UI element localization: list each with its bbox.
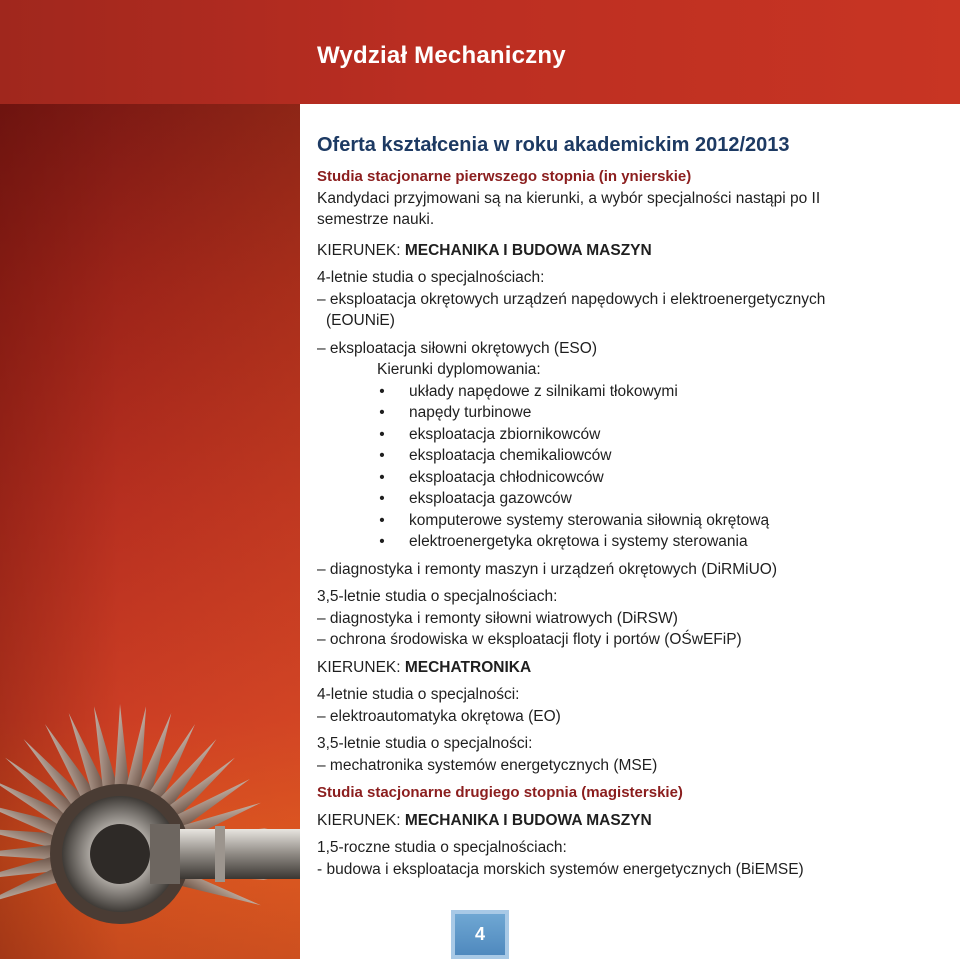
study-duration-label: 4-letnie studia o specjalności: — [317, 686, 520, 703]
second-degree-heading: Studia stacjonarne drugiego stopnia (magisterskie) — [317, 784, 683, 801]
kierunek-heading: KIERUNEK: MECHATRONIKA — [317, 658, 532, 676]
bullet-icon: • — [379, 425, 385, 443]
turbine-rotor-image — [0, 644, 300, 959]
study-duration-label: 4-letnie studia o specjalnościach: — [317, 269, 545, 286]
page-number: 4 — [451, 910, 509, 959]
specialty-item: – ochrona środowiska w eksploatacji floty i portów (OŚwEFiP) — [317, 631, 742, 648]
study-duration-label: 3,5-letnie studia o specjalności: — [317, 735, 533, 752]
kierunek-heading: KIERUNEK: MECHANIKA I BUDOWA MASZYN — [317, 241, 652, 259]
specialty-item: – eksploatacja okrętowych urządzeń napędowych i elektroenergetycznych — [317, 290, 826, 308]
diploma-list — [377, 381, 937, 553]
specialty-item-continued: (EOUNiE) — [326, 312, 395, 329]
study-duration-label: 1,5-roczne studia o specjalnościach: — [317, 839, 567, 856]
bullet-icon: • — [379, 382, 385, 400]
list-item: • elektroenergetyka okrętowa i systemy sterowania — [377, 531, 937, 553]
specialty-item: – elektroautomatyka okrętowa (EO) — [317, 707, 561, 725]
intro-text-line: semestrze nauki. — [317, 211, 435, 228]
header-bar — [0, 0, 960, 104]
bullet-icon: • — [379, 447, 385, 464]
bullet-icon: • — [379, 511, 385, 529]
specialty-item: – eksploatacja siłowni okrętowych (ESO) — [317, 339, 597, 357]
bullet-icon: • — [379, 490, 385, 507]
bullet-icon: • — [379, 533, 385, 550]
list-item: • układy napędowe z silnikami tłokowymi — [377, 381, 937, 403]
list-item: • eksploatacja zbiornikowców — [377, 424, 937, 446]
offer-heading: Oferta kształcenia w roku akademickim 2012/2013 — [317, 134, 790, 156]
diploma-label: Kierunki dyplomowania: — [377, 361, 541, 378]
first-degree-heading: Studia stacjonarne pierwszego stopnia (in ynierskie) — [317, 168, 692, 185]
specialty-item: – mechatronika systemów energetycznych (MSE) — [317, 756, 658, 774]
specialty-item: - budowa i eksploatacja morskich systemów energetycznych (BiEMSE) — [317, 860, 804, 878]
list-item: • eksploatacja chłodnicowców — [377, 467, 937, 489]
list-item: • napędy turbinowe — [377, 402, 937, 424]
specialty-item: – diagnostyka i remonty siłowni wiatrowych (DiRSW) — [317, 609, 678, 627]
kierunek-heading: KIERUNEK: MECHANIKA I BUDOWA MASZYN — [317, 811, 652, 829]
decorative-photo-panel — [0, 104, 300, 959]
study-duration-label: 3,5-letnie studia o specjalnościach: — [317, 588, 558, 605]
page-title: Wydział Mechaniczny — [317, 42, 566, 69]
list-item: • komputerowe systemy sterowania siłownią okrętową — [377, 510, 937, 532]
list-item: • eksploatacja gazowców — [377, 488, 937, 510]
bullet-icon: • — [379, 404, 385, 421]
specialty-item: – diagnostyka i remonty maszyn i urządzeń okrętowych (DiRMiUO) — [317, 560, 777, 578]
intro-text-line: Kandydaci przyjmowani są na kierunki, a wybór specjalności nastąpi po II — [317, 189, 821, 207]
list-item: • eksploatacja chemikaliowców — [377, 445, 937, 467]
main-content — [317, 128, 937, 880]
bullet-icon: • — [379, 468, 385, 486]
